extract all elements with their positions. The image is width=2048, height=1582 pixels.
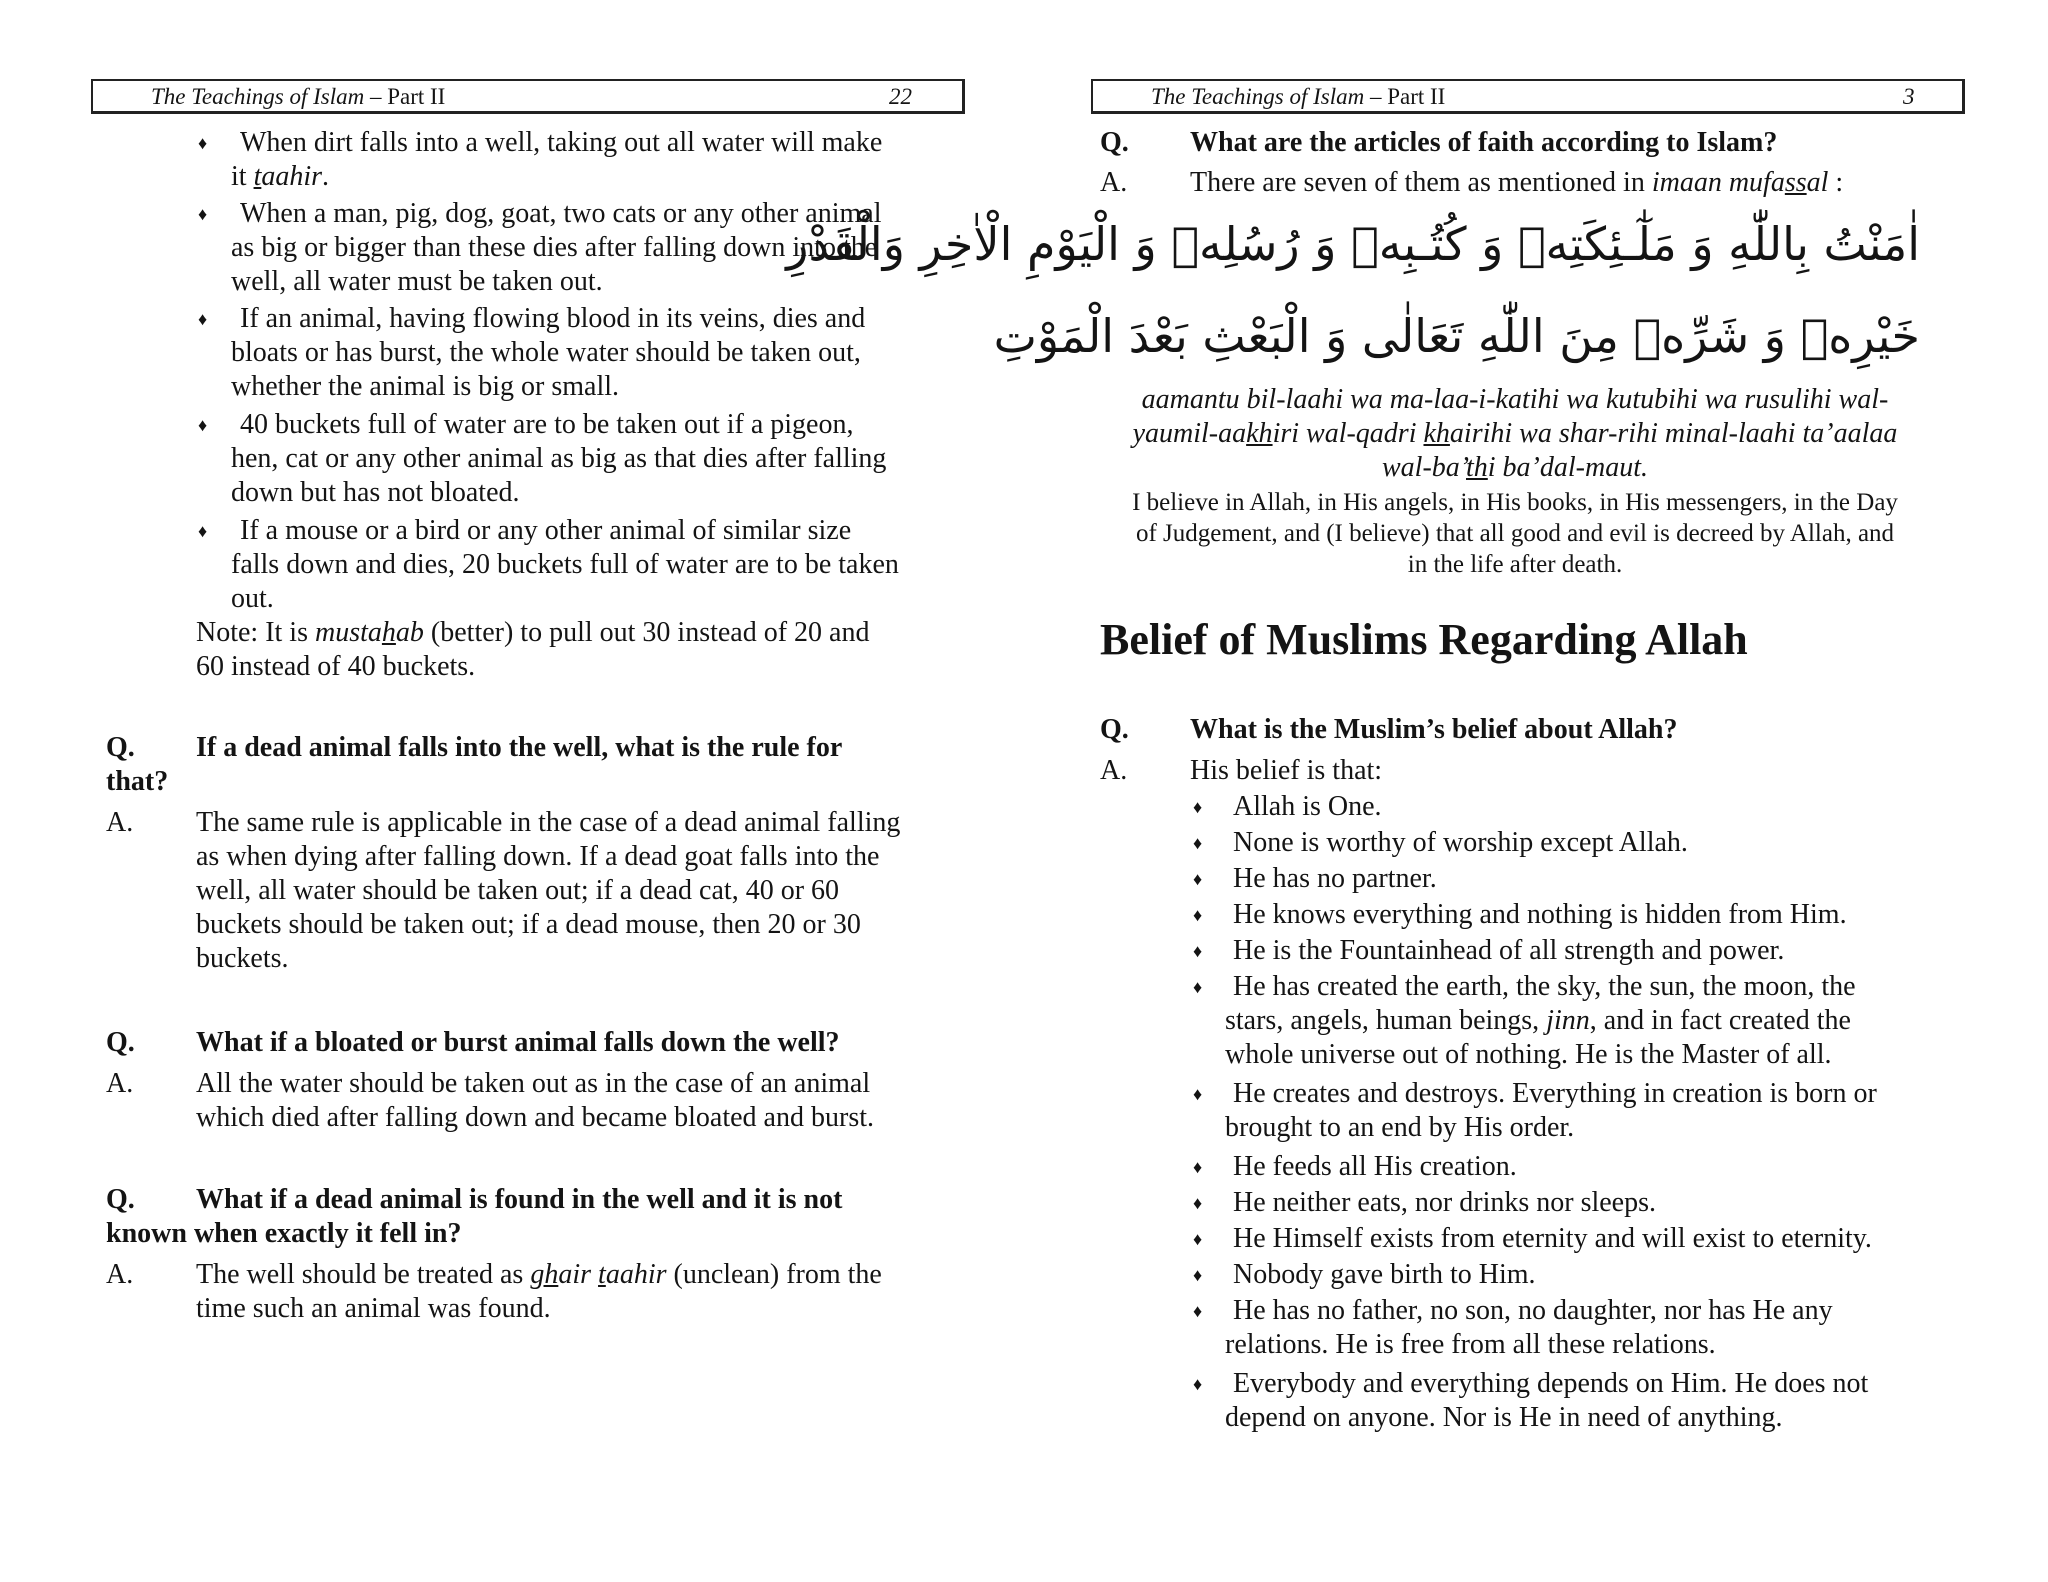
bullet-icon: ♦	[198, 521, 208, 541]
belief-text: stars, angels, human beings, jinn, and in fact created the	[1225, 1005, 1851, 1036]
book-title: The Teachings of Islam – Part II	[1151, 84, 1446, 109]
answer-text: All the water should be taken out as in the case of an animal	[196, 1068, 871, 1099]
bullet-text: bloats or has burst, the whole water should be taken out,	[231, 337, 861, 368]
question-text: What is the Muslim’s belief about Allah?	[1190, 714, 1678, 745]
question-text: that?	[106, 766, 169, 797]
bullet-icon: ♦	[198, 204, 208, 224]
answer-label: A.	[1100, 755, 1128, 786]
transliteration-line: yaumil-aakhiri wal-qadri khairihi wa shar-rihi minal-laahi ta’aalaa	[1132, 418, 1898, 449]
question-label: Q.	[106, 1184, 135, 1215]
bullet-icon: ♦	[1193, 941, 1203, 961]
bullet-icon: ♦	[1193, 977, 1203, 997]
bullet-icon: ♦	[1193, 1265, 1203, 1285]
answer-text: There are seven of them as mentioned in imaan mufassal :	[1190, 167, 1844, 198]
answer-label: A.	[106, 1259, 134, 1290]
bullet-text: If a mouse or a bird or any other animal of similar size	[240, 515, 852, 546]
question-label: Q.	[106, 1027, 135, 1058]
answer-label: A.	[1100, 167, 1128, 198]
answer-text: The well should be treated as ghair taahir (unclean) from the	[196, 1259, 882, 1290]
bullet-icon: ♦	[1193, 1301, 1203, 1321]
bullet-text: it taahir.	[231, 161, 330, 192]
belief-text: He Himself exists from eternity and will exist to eternity.	[1233, 1223, 1872, 1254]
bullet-icon: ♦	[198, 309, 208, 329]
bullet-text: whether the animal is big or small.	[231, 371, 620, 402]
question-label: Q.	[106, 732, 135, 763]
translation-line: of Judgement, and (I believe) that all good and evil is decreed by Allah, and	[1135, 520, 1895, 547]
question-text: What if a bloated or burst animal falls down the well?	[196, 1027, 840, 1058]
bullet-text: When dirt falls into a well, taking out all water will make	[240, 127, 883, 158]
bullet-text: 40 buckets full of water are to be taken out if a pigeon,	[240, 409, 854, 440]
belief-text: He creates and destroys. Everything in creation is born or	[1233, 1078, 1877, 1109]
note-text: Note: It is mustahab (better) to pull out 30 instead of 20 and	[196, 617, 870, 648]
book-title: The Teachings of Islam – Part II	[151, 84, 446, 109]
answer-text: as when dying after falling down. If a dead goat falls into the	[196, 841, 880, 872]
bullet-icon: ♦	[1193, 1084, 1203, 1104]
page-number: 3	[1903, 84, 1915, 109]
section-heading: Belief of Muslims Regarding Allah	[1100, 615, 1748, 664]
bullet-icon: ♦	[1193, 1193, 1203, 1213]
translation-line: I believe in Allah, in His angels, in His books, in His messengers, in the Day	[1132, 489, 1898, 516]
answer-label: A.	[106, 1068, 134, 1099]
bullet-text: If an animal, having flowing blood in its veins, dies and	[240, 303, 866, 334]
answer-text: The same rule is applicable in the case of a dead animal falling	[196, 807, 901, 838]
question-text: What if a dead animal is found in the well and it is not	[196, 1184, 843, 1215]
answer-text: buckets.	[196, 943, 289, 974]
belief-text: He neither eats, nor drinks nor sleeps.	[1233, 1187, 1656, 1218]
page-header	[1091, 79, 1965, 114]
transliteration-line: wal-ba’thi ba’dal-maut.	[1382, 452, 1648, 483]
answer-text: His belief is that:	[1190, 755, 1383, 786]
question-text: If a dead animal falls into the well, what is the rule for	[196, 732, 843, 763]
belief-text: whole universe out of nothing. He is the Master of all.	[1225, 1039, 1832, 1070]
belief-text: depend on anyone. Nor is He in need of anything.	[1225, 1402, 1783, 1433]
transliteration-line: aamantu bil-laahi wa ma-laa-i-katihi wa kutubihi wa rusulihi wal-	[1141, 384, 1889, 415]
belief-text: brought to an end by His order.	[1225, 1112, 1575, 1143]
belief-text: He has no father, no son, no daughter, nor has He any	[1233, 1295, 1833, 1326]
arabic-verse-line: اٰمَنْتُ بِاللّٰهِ وَ مَلٰٓـئِكَتِهٖ وَ كُتُـبِهٖ وَ رُسُلِهٖ وَ الْيَوْمِ الْاٰخِرِ وَالْقَدْرِ	[786, 217, 1920, 271]
note-text: 60 instead of 40 buckets.	[196, 651, 476, 682]
belief-text: He knows everything and nothing is hidden from Him.	[1233, 899, 1847, 930]
page-header	[91, 79, 965, 114]
bullet-icon: ♦	[1193, 797, 1203, 817]
belief-text: Allah is One.	[1233, 791, 1382, 822]
bullet-icon: ♦	[1193, 1157, 1203, 1177]
belief-text: He has no partner.	[1233, 863, 1437, 894]
bullet-icon: ♦	[198, 133, 208, 153]
belief-text: Nobody gave birth to Him.	[1233, 1259, 1536, 1290]
bullet-text: well, all water must be taken out.	[231, 266, 603, 297]
bullet-text: falls down and dies, 20 buckets full of water are to be taken	[231, 549, 899, 580]
translation-line: in the life after death.	[1407, 551, 1623, 578]
belief-text: He has created the earth, the sky, the sun, the moon, the	[1233, 971, 1856, 1002]
bullet-icon: ♦	[1193, 833, 1203, 853]
question-text: known when exactly it fell in?	[106, 1218, 462, 1249]
bullet-icon: ♦	[1193, 869, 1203, 889]
bullet-text: hen, cat or any other animal as big as that dies after falling	[231, 443, 887, 474]
answer-text: buckets should be taken out; if a dead mouse, then 20 or 30	[196, 909, 861, 940]
bullet-text: down but has not bloated.	[231, 477, 520, 508]
bullet-text: as big or bigger than these dies after falling down into the	[231, 232, 878, 263]
arabic-verse-line: خَيْرِهٖ وَ شَرِّهٖ مِنَ اللّٰهِ تَعَالٰى وَ الْبَعْثِ بَعْدَ الْمَوْتِ	[993, 309, 1920, 363]
page-number: 22	[889, 84, 912, 109]
question-label: Q.	[1100, 127, 1129, 158]
bullet-icon: ♦	[1193, 905, 1203, 925]
bullet-text: out.	[231, 583, 274, 614]
belief-text: None is worthy of worship except Allah.	[1233, 827, 1688, 858]
bullet-icon: ♦	[1193, 1374, 1203, 1394]
answer-text: well, all water should be taken out; if a dead cat, 40 or 60	[196, 875, 840, 906]
answer-text: which died after falling down and became bloated and burst.	[196, 1102, 874, 1133]
question-label: Q.	[1100, 714, 1129, 745]
belief-text: He feeds all His creation.	[1233, 1151, 1517, 1182]
belief-text: Everybody and everything depends on Him. He does not	[1233, 1368, 1869, 1399]
question-text: What are the articles of faith according to Islam?	[1190, 127, 1778, 158]
answer-text: time such an animal was found.	[196, 1293, 551, 1324]
belief-text: relations. He is free from all these relations.	[1225, 1329, 1716, 1360]
bullet-text: When a man, pig, dog, goat, two cats or any other animal	[240, 198, 882, 229]
bullet-icon: ♦	[198, 415, 208, 435]
bullet-icon: ♦	[1193, 1229, 1203, 1249]
answer-label: A.	[106, 807, 134, 838]
belief-text: He is the Fountainhead of all strength and power.	[1233, 935, 1785, 966]
